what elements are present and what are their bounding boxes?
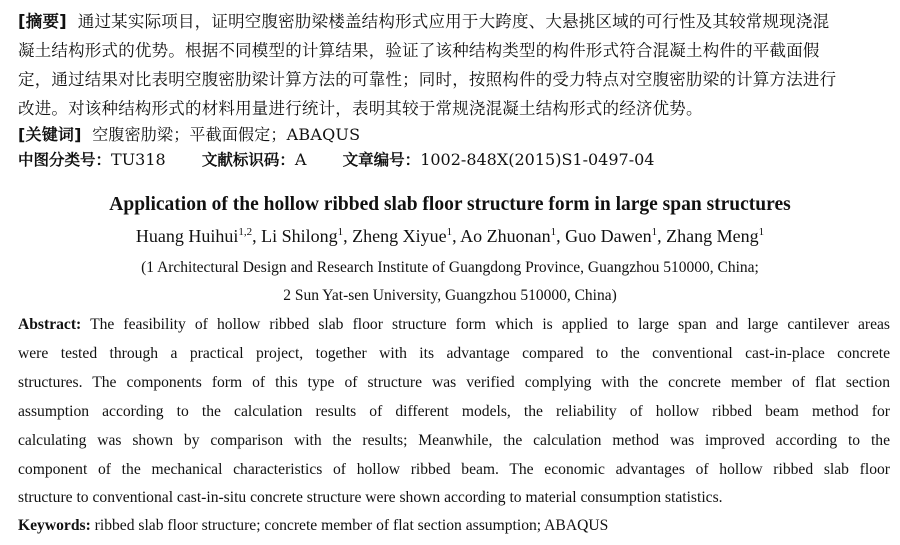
en-abstract-line-3: structures. The components form of this type of structure was verified complying with the concrete member of flat section <box>18 374 890 391</box>
en-abstract-line-6: component of the mechanical characteristics of hollow ribbed beam. The economic advantages of hollow ribbed slab floor <box>18 461 890 478</box>
cn-abstract-line-1 <box>18 8 890 32</box>
author: Ao Zhuonan$^1$ <box>460 226 557 246</box>
en-abstract-line-7: structure to conventional cast-in-situ concrete structure were shown according to material consumption statistics. <box>18 489 723 506</box>
en-abstract-line-4: assumption according to the calculation results of different models, the reliability of hollow ribbed beam method for <box>18 403 890 420</box>
author: Li Shilong$^1$ <box>261 226 344 246</box>
clc-label: 中图分类号： <box>18 151 112 169</box>
classification-line <box>18 148 654 170</box>
cn-keywords <box>18 122 890 145</box>
cn-keywords-text: 空腹密肋梁；平截面假定；ABAQUS <box>92 125 361 144</box>
article-number-value: 1002-848X(2015)S1-0497-04 <box>420 150 655 169</box>
cn-abstract-line-3: 定，通过结果对比表明空腹密肋梁计算方法的可靠性；同时，按照构件的受力特点对空腹密肋梁的计算方法进行 <box>18 70 837 89</box>
en-keywords <box>18 517 890 535</box>
author: Huang Huihui$^{1,2}$ <box>135 226 253 246</box>
doc-code-label: 文献标识码： <box>201 151 295 169</box>
en-abstract-text: The feasibility of hollow ribbed slab floor structure form which is applied to large span and large cantilever areas <box>90 316 890 333</box>
en-abstract-line-1 <box>18 316 890 334</box>
author: Zheng Xiyue$^1$ <box>352 226 453 246</box>
affiliation-line-1: (1 Architectural Design and Research Institute of Guangdong Province, Guangzhou 510000, China; <box>141 259 759 276</box>
cn-abstract-line-2: 凝土结构形式的优势。根据不同模型的计算结果，验证了该种结构类型的构件形式符合混凝土构件的平截面假 <box>18 41 820 60</box>
article-number-label: 文章编号： <box>342 151 421 169</box>
en-keywords-label: Keywords: <box>18 517 91 534</box>
en-abstract-label: Abstract: <box>18 316 82 333</box>
cn-keywords-label: [关键词] <box>18 125 82 144</box>
cn-abstract-line-4: 改进。对该种结构形式的材料用量进行统计，表明其较于常规浇混凝土结构形式的经济优势。 <box>18 99 703 118</box>
en-abstract-line-2: were tested through a practical project, together with its advantage compared to the conventional cast-in-place concrete <box>18 345 890 362</box>
author: Guo Dawen$^1$ <box>565 226 658 246</box>
en-abstract-line-5: calculating was shown by comparison with the results; Meanwhile, the calculation method was improved according to the <box>18 432 890 449</box>
clc-value: TU318 <box>111 150 166 169</box>
english-title: Application of the hollow ribbed slab floor structure form in large span structures <box>109 194 791 215</box>
cn-abstract-text: 通过某实际项目，证明空腹密肋梁楼盖结构形式应用于大跨度、大悬挑区域的可行性及其较常规现浇混 <box>77 12 830 31</box>
cn-abstract-label: [摘要] <box>18 12 67 31</box>
en-keywords-text: ribbed slab floor structure; concrete member of flat section assumption; ABAQUS <box>94 517 609 534</box>
author-list: Huang Huihui$^{1,2}$, Li Shilong$^1$, Zheng Xiyue$^1$, Ao Zhuonan$^1$, Guo Dawen$^1$, Zhang Meng$^1$ <box>135 226 765 246</box>
doc-code-value: A <box>294 150 307 169</box>
affiliation-line-2: 2 Sun Yat-sen University, Guangzhou 510000, China) <box>283 287 617 304</box>
author: Zhang Meng$^1$ <box>666 226 765 246</box>
